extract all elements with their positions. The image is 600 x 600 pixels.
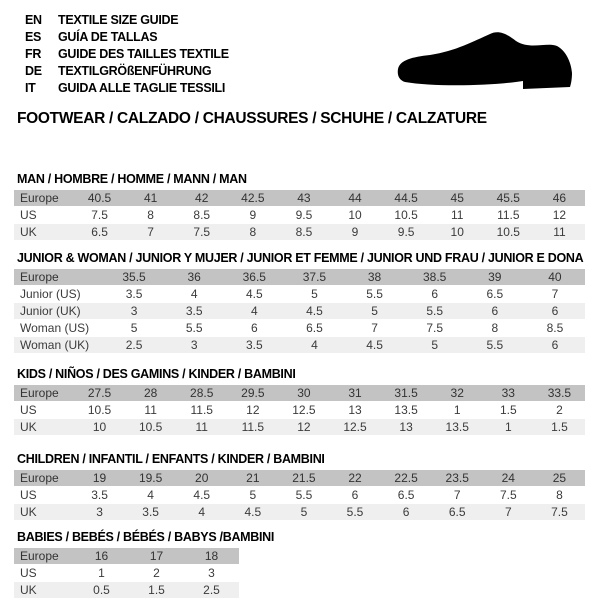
size-cell: 11 [176, 419, 227, 435]
size-cell: 4 [284, 337, 344, 353]
table-header-row [14, 190, 585, 206]
size-cell: 4 [125, 487, 176, 503]
size-cell: 10.5 [125, 419, 176, 435]
size-cell: 8 [465, 320, 525, 336]
size-cell: 37.5 [284, 269, 344, 285]
language-code: EN [25, 13, 42, 27]
size-cell: 1 [483, 419, 534, 435]
size-cell: 35.5 [104, 269, 164, 285]
size-cell: 2.5 [184, 582, 239, 598]
size-cell: 25 [534, 470, 585, 486]
size-cell: 44.5 [381, 190, 432, 206]
size-cell: 3 [104, 303, 164, 319]
size-cell: 27.5 [74, 385, 125, 401]
table-row [14, 565, 239, 581]
row-label: Europe [14, 385, 74, 401]
size-cell: 7 [483, 504, 534, 520]
size-cell: 1.5 [129, 582, 184, 598]
table-header-row [14, 548, 239, 564]
size-cell: 12 [227, 402, 278, 418]
size-cell: 0.5 [74, 582, 129, 598]
table-row [14, 224, 585, 240]
size-cell: 2 [534, 402, 585, 418]
size-cell: 6.5 [381, 487, 432, 503]
size-cell: 3 [74, 504, 125, 520]
language-label: TEXTILGRÖßENFÜHRUNG [58, 64, 212, 78]
size-cell: 11.5 [176, 402, 227, 418]
size-cell: 8 [125, 207, 176, 223]
row-label: UK [14, 419, 74, 435]
row-label: US [14, 207, 74, 223]
size-cell: 28 [125, 385, 176, 401]
size-cell: 42 [176, 190, 227, 206]
size-cell: 23.5 [432, 470, 483, 486]
table-header-row [14, 385, 585, 401]
size-cell: 3.5 [164, 303, 224, 319]
size-cell: 8 [534, 487, 585, 503]
row-label: Woman (US) [14, 320, 104, 336]
size-cell: 5 [227, 487, 278, 503]
row-label: Europe [14, 548, 74, 564]
size-cell: 3 [164, 337, 224, 353]
size-cell: 41 [125, 190, 176, 206]
size-cell: 6 [525, 303, 585, 319]
size-cell: 4.5 [224, 286, 284, 302]
size-cell: 3.5 [74, 487, 125, 503]
size-cell: 45 [432, 190, 483, 206]
size-cell: 7.5 [534, 504, 585, 520]
size-table-babies [14, 547, 239, 599]
size-cell: 3.5 [125, 504, 176, 520]
size-cell: 21.5 [278, 470, 329, 486]
size-cell: 1.5 [534, 419, 585, 435]
size-cell: 5.5 [329, 504, 380, 520]
size-table-kids [14, 384, 585, 436]
table-row [14, 320, 585, 336]
section-title: KIDS / NIÑOS / DES GAMINS / KINDER / BAMBINI [17, 367, 296, 381]
table-row [14, 504, 585, 520]
size-cell: 22.5 [381, 470, 432, 486]
language-code: FR [25, 47, 42, 61]
size-cell: 5 [405, 337, 465, 353]
size-cell: 32 [432, 385, 483, 401]
row-label: US [14, 565, 74, 581]
size-cell: 5.5 [164, 320, 224, 336]
size-cell: 2.5 [104, 337, 164, 353]
row-label: Junior (US) [14, 286, 104, 302]
size-cell: 4.5 [284, 303, 344, 319]
row-label: Woman (UK) [14, 337, 104, 353]
size-cell: 13.5 [381, 402, 432, 418]
size-cell: 11.5 [227, 419, 278, 435]
language-code: ES [25, 30, 42, 44]
size-cell: 6 [525, 337, 585, 353]
size-cell: 10.5 [74, 402, 125, 418]
size-cell: 24 [483, 470, 534, 486]
size-cell: 10.5 [483, 224, 534, 240]
size-cell: 16 [74, 548, 129, 564]
size-cell: 39 [465, 269, 525, 285]
language-label: GUIDA ALLE TAGLIE TESSILI [58, 81, 226, 95]
size-cell: 8.5 [278, 224, 329, 240]
size-cell: 13 [381, 419, 432, 435]
size-cell: 6 [224, 320, 284, 336]
section-title: JUNIOR & WOMAN / JUNIOR Y MUJER / JUNIOR ET FEMME / JUNIOR UND FRAU / JUNIOR E DONA [17, 251, 584, 265]
size-cell: 7 [345, 320, 405, 336]
size-cell: 38 [345, 269, 405, 285]
table-header-row [14, 470, 585, 486]
size-cell: 8.5 [176, 207, 227, 223]
section-children [14, 452, 585, 521]
section-title: MAN / HOMBRE / HOMME / MANN / MAN [17, 172, 247, 186]
table-row [14, 582, 239, 598]
language-code: IT [25, 81, 36, 95]
language-label: GUÍA DE TALLAS [58, 30, 158, 44]
row-label: UK [14, 504, 74, 520]
size-cell: 5.5 [278, 487, 329, 503]
size-cell: 33 [483, 385, 534, 401]
size-cell: 11 [432, 207, 483, 223]
size-cell: 3 [184, 565, 239, 581]
size-cell: 7.5 [405, 320, 465, 336]
row-label: UK [14, 582, 74, 598]
row-label: UK [14, 224, 74, 240]
row-label: Europe [14, 269, 104, 285]
size-cell: 7 [525, 286, 585, 302]
language-row [25, 12, 600, 29]
row-label: US [14, 487, 74, 503]
size-cell: 8.5 [525, 320, 585, 336]
table-row [14, 487, 585, 503]
category-heading: FOOTWEAR / CALZADO / CHAUSSURES / SCHUHE / CALZATURE [17, 110, 487, 127]
size-cell: 13 [329, 402, 380, 418]
size-cell: 7.5 [483, 487, 534, 503]
size-cell: 46 [534, 190, 585, 206]
size-cell: 6.5 [74, 224, 125, 240]
size-cell: 12.5 [329, 419, 380, 435]
row-label: Junior (UK) [14, 303, 104, 319]
size-cell: 7.5 [176, 224, 227, 240]
table-row [14, 337, 585, 353]
section-man [14, 172, 585, 241]
size-cell: 43 [278, 190, 329, 206]
size-cell: 21 [227, 470, 278, 486]
size-cell: 40 [525, 269, 585, 285]
row-label: US [14, 402, 74, 418]
dress-shoe-icon [396, 28, 574, 92]
size-cell: 6.5 [432, 504, 483, 520]
size-cell: 30 [278, 385, 329, 401]
size-cell: 40.5 [74, 190, 125, 206]
size-cell: 5 [345, 303, 405, 319]
size-cell: 12 [278, 419, 329, 435]
size-cell: 10 [74, 419, 125, 435]
size-cell: 12 [534, 207, 585, 223]
size-cell: 5.5 [465, 337, 525, 353]
size-cell: 4 [176, 504, 227, 520]
size-cell: 4.5 [227, 504, 278, 520]
size-cell: 6 [381, 504, 432, 520]
size-cell: 1 [432, 402, 483, 418]
size-cell: 44 [329, 190, 380, 206]
size-cell: 2 [129, 565, 184, 581]
size-cell: 1 [74, 565, 129, 581]
size-cell: 10 [432, 224, 483, 240]
size-cell: 4.5 [345, 337, 405, 353]
size-cell: 5.5 [405, 303, 465, 319]
table-row [14, 286, 585, 302]
size-cell: 7 [432, 487, 483, 503]
section-babies [14, 530, 585, 599]
size-cell: 6 [405, 286, 465, 302]
language-label: TEXTILE SIZE GUIDE [58, 13, 179, 27]
size-cell: 6.5 [465, 286, 525, 302]
size-cell: 45.5 [483, 190, 534, 206]
size-table-junior-woman [14, 268, 585, 354]
size-cell: 4 [164, 286, 224, 302]
size-cell: 7.5 [74, 207, 125, 223]
size-cell: 5 [278, 504, 329, 520]
size-table-man [14, 189, 585, 241]
size-cell: 5 [284, 286, 344, 302]
size-cell: 12.5 [278, 402, 329, 418]
size-cell: 19 [74, 470, 125, 486]
size-cell: 10.5 [381, 207, 432, 223]
section-junior-woman [14, 251, 585, 354]
size-cell: 5 [104, 320, 164, 336]
size-cell: 29.5 [227, 385, 278, 401]
size-cell: 19.5 [125, 470, 176, 486]
size-cell: 6 [465, 303, 525, 319]
size-cell: 18 [184, 548, 239, 564]
language-code: DE [25, 64, 42, 78]
size-cell: 36 [164, 269, 224, 285]
size-cell: 42.5 [227, 190, 278, 206]
size-cell: 9 [329, 224, 380, 240]
size-cell: 6.5 [284, 320, 344, 336]
section-kids [14, 367, 585, 436]
row-label: Europe [14, 190, 74, 206]
size-cell: 38.5 [405, 269, 465, 285]
language-label: GUIDE DES TAILLES TEXTILE [58, 47, 229, 61]
table-row [14, 303, 585, 319]
size-cell: 20 [176, 470, 227, 486]
row-label: Europe [14, 470, 74, 486]
size-cell: 4.5 [176, 487, 227, 503]
size-cell: 11 [125, 402, 176, 418]
size-cell: 11 [534, 224, 585, 240]
size-cell: 36.5 [224, 269, 284, 285]
size-cell: 8 [227, 224, 278, 240]
size-cell: 1.5 [483, 402, 534, 418]
size-cell: 31 [329, 385, 380, 401]
size-cell: 33.5 [534, 385, 585, 401]
table-row [14, 207, 585, 223]
size-cell: 7 [125, 224, 176, 240]
size-cell: 3.5 [224, 337, 284, 353]
size-cell: 31.5 [381, 385, 432, 401]
size-cell: 17 [129, 548, 184, 564]
section-title: BABIES / BEBÉS / BÉBÉS / BABYS /BAMBINI [17, 530, 275, 544]
size-cell: 22 [329, 470, 380, 486]
size-cell: 9.5 [381, 224, 432, 240]
size-cell: 28.5 [176, 385, 227, 401]
size-cell: 13.5 [432, 419, 483, 435]
size-cell: 9.5 [278, 207, 329, 223]
section-title: CHILDREN / INFANTIL / ENFANTS / KINDER / BAMBINI [17, 452, 325, 466]
size-cell: 4 [224, 303, 284, 319]
size-cell: 5.5 [345, 286, 405, 302]
size-cell: 10 [329, 207, 380, 223]
size-cell: 3.5 [104, 286, 164, 302]
size-cell: 11.5 [483, 207, 534, 223]
table-header-row [14, 269, 585, 285]
table-row [14, 402, 585, 418]
table-row [14, 419, 585, 435]
size-cell: 6 [329, 487, 380, 503]
size-table-children [14, 469, 585, 521]
size-cell: 9 [227, 207, 278, 223]
